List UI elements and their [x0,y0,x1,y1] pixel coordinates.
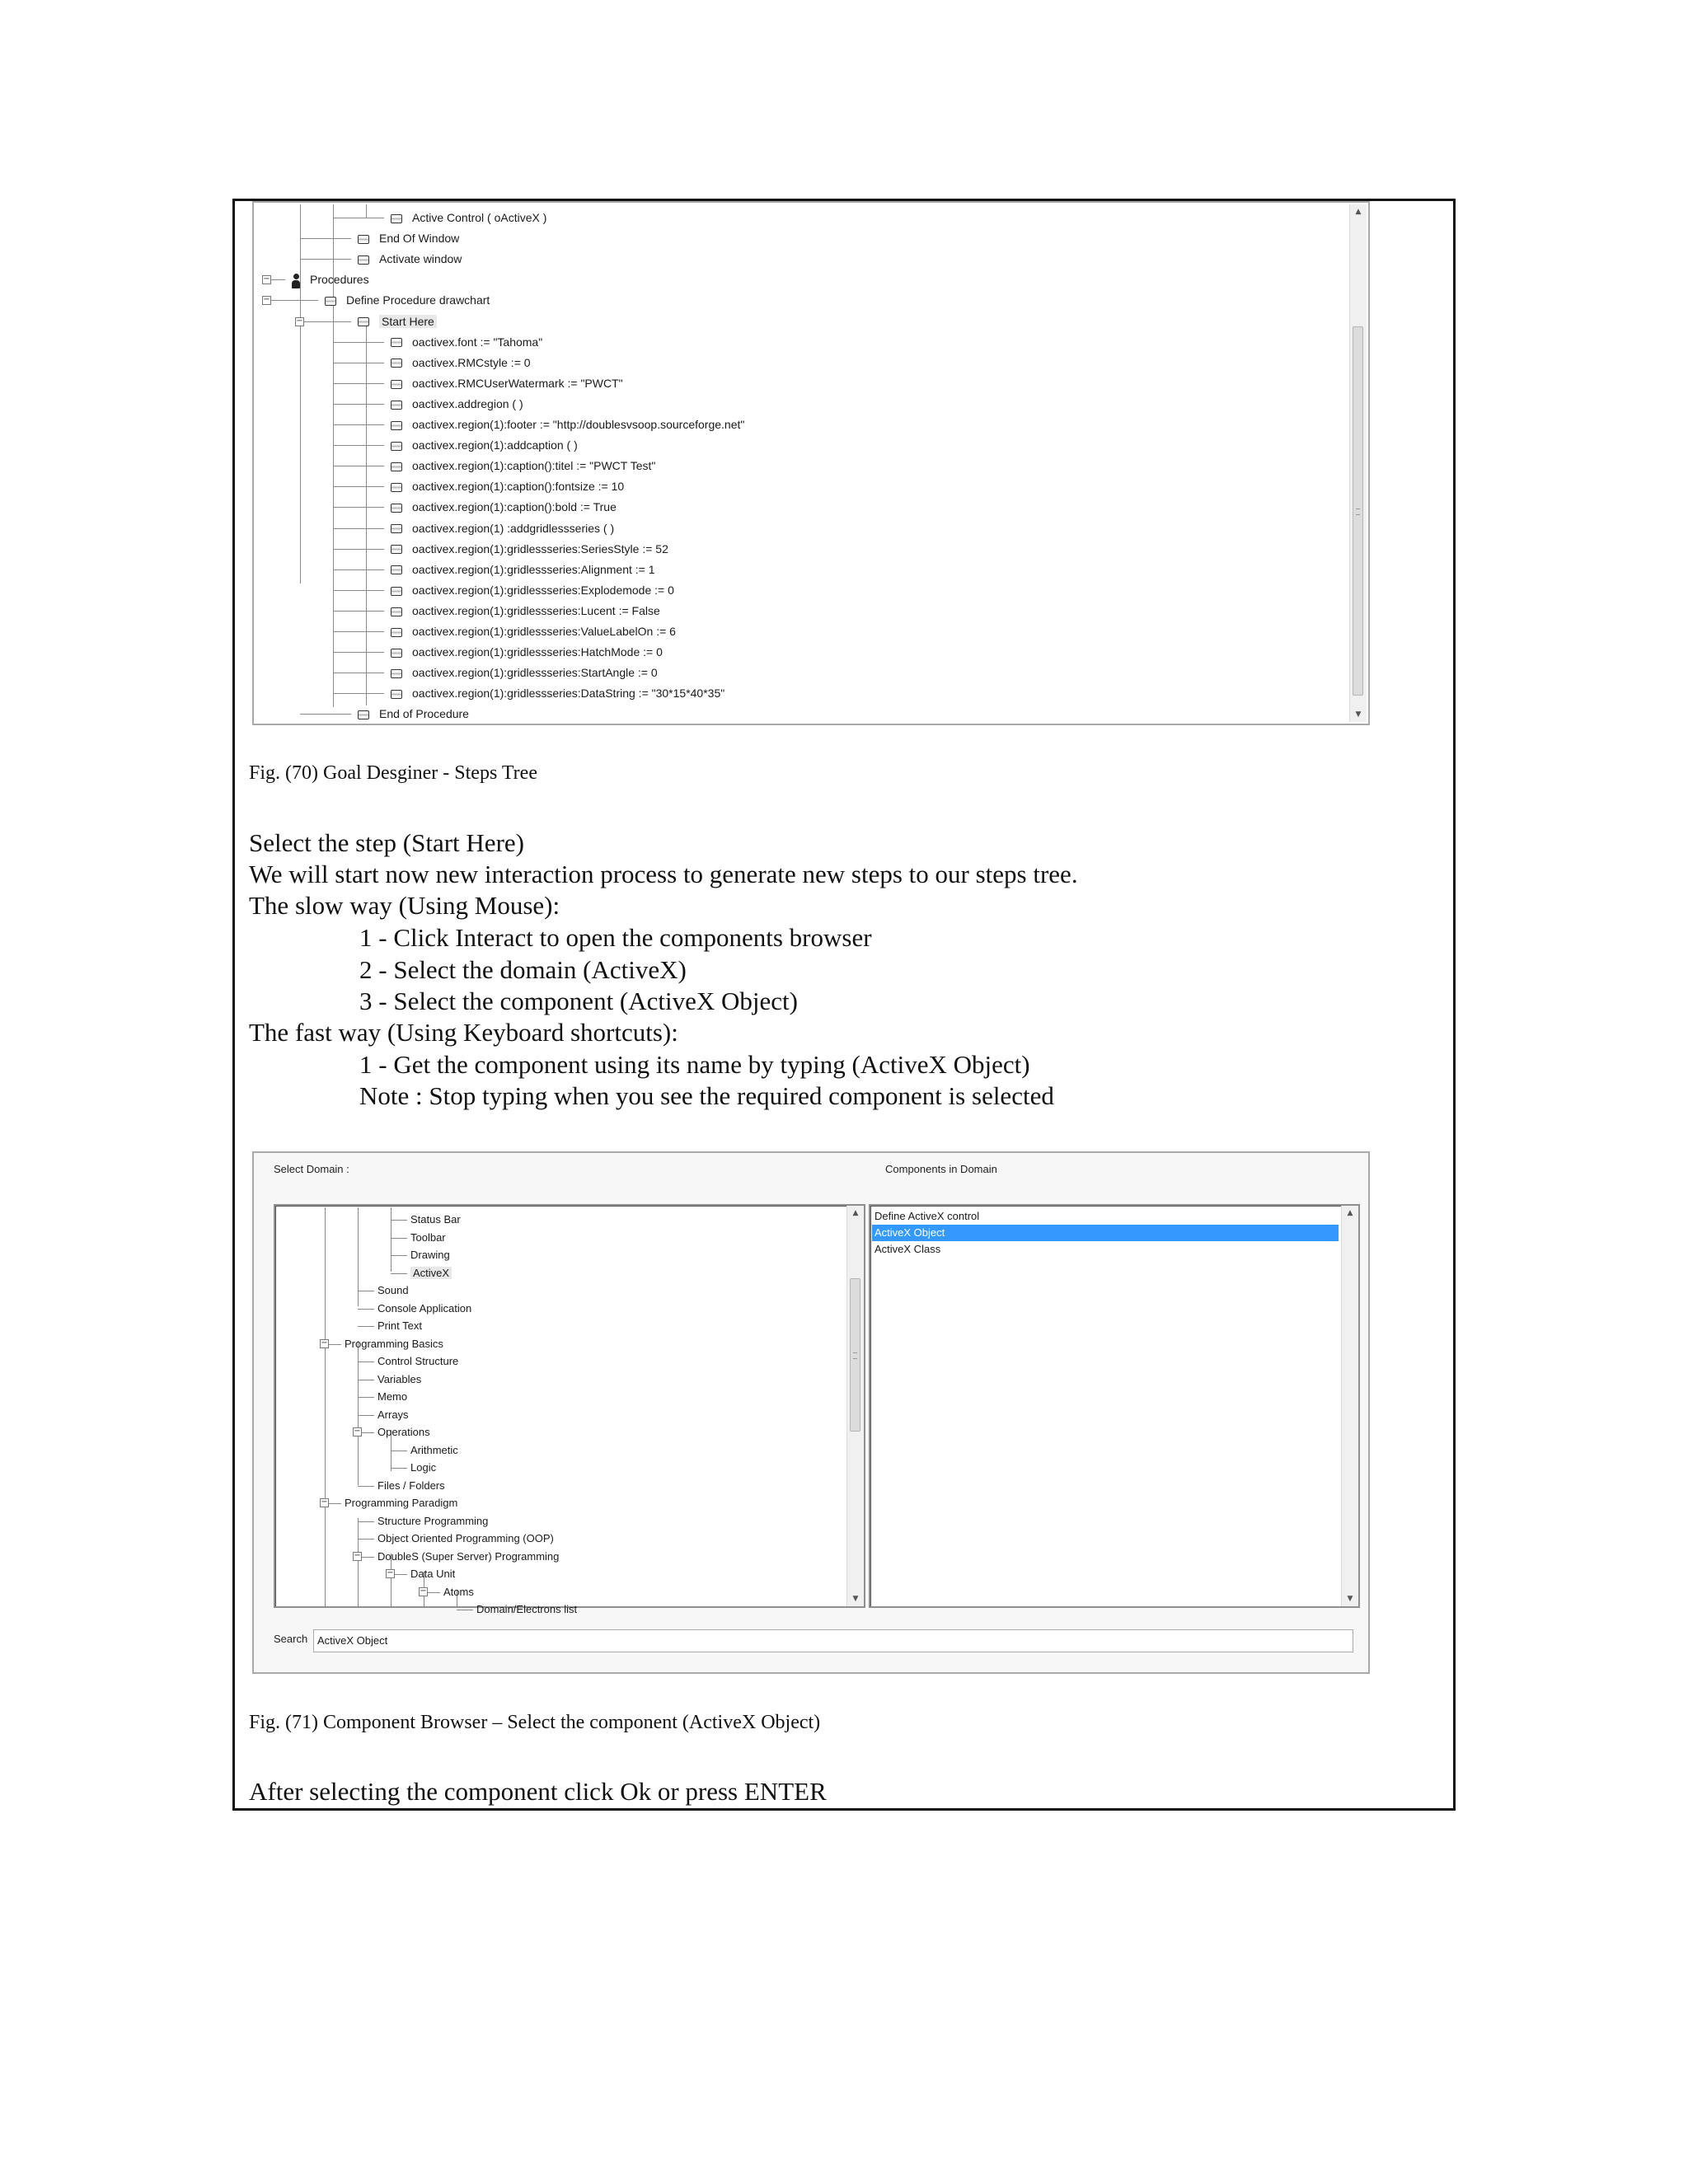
domain-tree-item[interactable] [345,1335,443,1353]
step-node-icon [391,545,402,554]
tree-node-label: oactivex.region(1):gridlessseries:Alignment := 1 [412,562,655,576]
domain-tree[interactable] [277,1207,844,1615]
step-node-icon [391,649,402,658]
scroll-down-arrow-icon[interactable]: ▼ [852,1595,859,1603]
tree-node[interactable] [292,269,369,290]
domain-tree-item-label: Programming Paradigm [345,1497,458,1509]
body-text-line: Select the step (Start Here) [249,828,524,857]
scroll-up-arrow-icon[interactable]: ▲ [852,1209,859,1217]
domain-tree-item-label: Sound [377,1284,409,1296]
step-node-icon [391,690,402,699]
domain-tree-item[interactable] [410,1229,446,1247]
domain-tree-item-label: Domain/Electrons list [476,1603,578,1615]
tree-node[interactable] [391,394,523,415]
collapse-toggle-icon[interactable]: − [420,1586,427,1596]
tree-line [358,1341,359,1485]
domain-tree-item[interactable] [377,1530,554,1548]
domain-tree-item-label: Arithmetic [410,1443,458,1456]
domain-tree-item[interactable] [377,1477,445,1495]
tree-node-label: oactivex.region(1):gridlessseries:ValueLabelOn := 6 [412,625,676,638]
domain-tree-item-label: Programming Basics [345,1337,443,1350]
domain-tree-item[interactable] [377,1282,409,1300]
tree-node[interactable] [391,353,531,373]
domain-tree-item[interactable] [377,1548,559,1566]
domain-tree-item-label: Toolbar [410,1230,446,1244]
tree-node-label: Procedures [310,273,369,287]
body-text-line: 1 - Get the component using its name by typing (ActiveX Object) [359,1050,1030,1079]
body-text-line: 3 - Select the component (ActiveX Object) [359,987,798,1015]
tree-node[interactable] [391,435,578,456]
domain-tree-item-label: DoubleS (Super Server) Programming [377,1549,560,1563]
tree-node[interactable] [358,312,437,332]
scrollbar-thumb[interactable] [850,1278,860,1432]
tree-line [333,549,384,550]
step-node-icon [391,483,402,492]
scroll-down-arrow-icon[interactable]: ▼ [1355,710,1362,719]
tree-node[interactable] [391,621,676,642]
tree-line [358,1309,374,1310]
tree-line [358,1486,374,1487]
tree-line [325,1207,326,1608]
body-text-line: 1 - Click Interact to open the components browser [359,923,872,952]
tree-line [267,300,318,301]
tree-node[interactable] [391,476,624,497]
tree-node[interactable] [391,580,674,601]
tree-node-label: Active Control ( oActiveX ) [412,211,547,224]
tree-node-label: oactivex.region(1):gridlessseries:SeriesStyle := 52 [412,541,668,555]
tree-line [333,424,384,425]
tree-node[interactable] [391,642,663,663]
domain-tree-item[interactable] [410,1264,452,1282]
step-node-icon [391,338,402,347]
step-node-icon [391,380,402,389]
tree-node[interactable] [325,290,490,311]
tree-line [358,1415,374,1416]
collapse-toggle-icon[interactable]: − [263,295,270,305]
collapse-toggle-icon[interactable]: − [321,1497,328,1507]
tree-line [358,1518,359,1608]
domain-tree-item-label: Operations [377,1426,430,1438]
step-node-icon [391,401,402,410]
collapse-toggle-icon[interactable]: − [296,316,303,326]
step-node-icon [391,607,402,616]
tree-line [333,569,384,570]
tree-line [366,204,367,218]
step-node-icon [391,504,402,513]
tree-line [333,528,384,529]
domain-tree-item-label: Control Structure [377,1355,459,1367]
collapse-toggle-icon[interactable]: − [321,1338,328,1347]
procedures-icon [292,274,300,288]
tree-node[interactable] [358,249,462,269]
tree-node-label: oactivex.region(1):gridlessseries:DataString := "30*15*40*35" [412,687,725,701]
domain-tree-item-label: Object Oriented Programming (OOP) [377,1532,554,1544]
tree-line [333,631,384,632]
body-text-line: 2 - Select the domain (ActiveX) [359,955,687,984]
tree-node[interactable] [391,497,617,518]
domain-tree-item[interactable] [345,1494,457,1512]
scrollbar-thumb[interactable] [1353,326,1363,696]
domain-tree-item[interactable] [443,1583,474,1601]
domain-tree-item[interactable] [377,1512,488,1530]
components-list-panel[interactable] [869,1204,1360,1608]
components-in-domain-label: Components in Domain [885,1163,997,1175]
tree-node-label: Define Procedure drawchart [346,293,490,307]
tree-node-label: oactivex.region(1):gridlessseries:StartAngle := 0 [412,666,658,680]
tree-node[interactable] [391,663,658,683]
domain-tree-item-label: Atoms [443,1585,474,1598]
tree-line [358,1361,374,1362]
tree-node[interactable] [391,539,668,560]
tree-node-label: End of Procedure [379,707,469,721]
collapse-toggle-icon[interactable]: − [354,1427,361,1436]
domain-tree-scrollbar[interactable] [846,1206,864,1606]
tree-node-label: oactivex.region(1):addcaption ( ) [412,438,578,452]
figure-71-caption: Fig. (71) Component Browser – Select the component (ActiveX Object) [249,1712,821,1733]
step-node-icon [391,628,402,637]
step-node-icon [358,255,369,265]
tree-node[interactable] [358,704,469,724]
tree-line [300,259,351,260]
tree-line [391,1255,407,1256]
tree-node-label: oactivex.font := "Tahoma" [412,335,543,349]
tree-line [391,1207,392,1272]
domain-tree-item[interactable] [476,1601,577,1619]
collapse-toggle-icon[interactable]: − [387,1568,394,1577]
step-node-icon [391,524,402,533]
step-node-icon [391,565,402,574]
component-browser-screenshot [252,1151,1370,1674]
domain-tree-item-label: Console Application [377,1301,472,1315]
domain-tree-item[interactable] [377,1371,421,1389]
domain-tree-item[interactable] [377,1352,458,1371]
tree-node[interactable] [358,228,459,249]
steps-tree-screenshot [252,201,1370,725]
components-list-scrollbar[interactable] [1341,1206,1358,1606]
domain-tree-item[interactable] [410,1211,461,1229]
domain-tree-item-label: Logic [410,1461,437,1474]
domain-tree-item-label: ActiveX [410,1267,452,1279]
tree-node-label: oactivex.addregion ( ) [412,396,523,410]
tree-line [333,611,384,612]
component-list-item[interactable]: ActiveX Class [874,1243,941,1255]
domain-tree-item[interactable] [377,1317,422,1335]
tree-node[interactable] [391,332,542,353]
tree-node-label: oactivex.region(1):gridlessseries:Explodemode := 0 [412,583,674,597]
body-text-line: We will start now new interaction process to generate new steps to our steps tree. [249,860,1078,888]
tree-node-label: oactivex.region(1):gridlessseries:Lucent := False [412,603,660,617]
tree-line [333,486,384,487]
scroll-up-arrow-icon[interactable]: ▲ [1347,1209,1353,1217]
tree-node[interactable] [391,373,623,394]
tree-line [358,1521,374,1522]
tree-node[interactable] [391,208,546,228]
tree-line [333,342,384,343]
search-input[interactable]: ActiveX Object [313,1629,1353,1652]
domain-tree-item[interactable] [377,1406,409,1424]
domain-tree-item-label: Data Unit [410,1568,456,1580]
footer-instruction: After selecting the component click Ok or press ENTER [249,1777,827,1806]
tree-line [358,1539,374,1540]
step-node-icon [391,442,402,451]
domain-tree-item[interactable] [410,1459,436,1477]
tree-line [333,445,384,446]
domain-tree-item-label: Files / Folders [377,1479,445,1492]
tree-node-label: Start Here [379,315,437,328]
tree-line [366,325,367,705]
steps-tree[interactable] [256,204,1348,722]
search-label: Search [274,1633,308,1645]
tree-node-label: End Of Window [379,232,460,246]
domain-tree-item[interactable] [410,1246,450,1264]
tree-node[interactable] [391,683,724,704]
step-node-icon [325,297,336,306]
component-list-item[interactable]: Define ActiveX control [874,1210,980,1222]
step-node-icon [391,669,402,678]
tree-node[interactable] [391,415,744,435]
tree-line [333,590,384,591]
step-node-icon [391,587,402,596]
step-node-icon [391,214,402,223]
tree-node-label: oactivex.region(1):caption():fontsize := 10 [412,480,625,494]
tree-node[interactable] [391,601,660,621]
domain-tree-item[interactable] [377,1423,430,1441]
tree-node-label: oactivex.region(1):caption():titel := "PWCT Test" [412,459,656,473]
step-node-icon [391,462,402,471]
domain-tree-item-label: Structure Programming [377,1514,489,1527]
tree-line [358,1326,374,1327]
steps-tree-scrollbar[interactable] [1349,204,1367,722]
tree-line [391,1273,407,1274]
step-node-icon [358,317,369,326]
domain-tree-item-label: Status Bar [410,1213,461,1226]
step-node-icon [358,710,369,719]
tree-line [391,1238,407,1239]
domain-tree-panel[interactable] [274,1204,865,1615]
tree-line [300,321,351,322]
tree-line [333,303,334,707]
tree-node[interactable] [391,518,614,539]
tree-line [391,1468,407,1469]
domain-tree-item[interactable] [377,1300,471,1318]
body-text-line: Note : Stop typing when you see the required component is selected [359,1081,1054,1110]
domain-tree-item-label: Drawing [410,1249,450,1261]
collapse-toggle-icon[interactable]: − [263,274,270,284]
domain-tree-item-label: Print Text [377,1319,422,1332]
select-domain-label: Select Domain : [274,1163,349,1175]
step-node-icon [358,235,369,244]
tree-node-label: oactivex.region(1):footer := "http://doublesvsoop.sourceforge.net" [412,418,745,431]
domain-tree-item[interactable] [377,1388,407,1406]
tree-line [300,238,351,239]
body-text-line: The slow way (Using Mouse): [249,891,560,920]
tree-node-label: oactivex.RMCstyle := 0 [412,355,531,369]
domain-tree-item-label: Memo [377,1390,408,1403]
tree-node[interactable] [391,560,655,580]
tree-node-label: oactivex.region(1) :addgridlessseries ( ) [412,521,615,535]
domain-tree-item-label: Variables [377,1372,422,1385]
tree-line [358,1397,374,1398]
scroll-up-arrow-icon[interactable]: ▲ [1355,208,1362,216]
tree-line [333,652,384,653]
collapse-toggle-icon[interactable]: − [354,1550,361,1560]
domain-tree-item[interactable] [410,1565,455,1583]
tree-node-label: oactivex.region(1):gridlessseries:HatchMode := 0 [412,645,663,659]
domain-tree-item-label: Arrays [377,1408,409,1421]
tree-node-label: oactivex.region(1):caption():bold := True [412,500,617,514]
tree-line [391,1220,407,1221]
tree-line [358,1207,359,1306]
tree-node-label: oactivex.RMCUserWatermark := "PWCT" [412,376,623,390]
tree-line [333,404,384,405]
step-node-icon [391,421,402,430]
tree-line [333,507,384,508]
figure-70-caption: Fig. (70) Goal Desginer - Steps Tree [249,762,537,784]
tree-line [333,693,384,694]
step-node-icon [391,359,402,368]
tree-line [300,204,301,583]
component-list-item[interactable]: ActiveX Object [872,1225,1339,1241]
body-text-line: The fast way (Using Keyboard shortcuts): [249,1018,678,1047]
tree-node[interactable] [391,456,655,476]
domain-tree-item[interactable] [410,1441,458,1460]
tree-line [333,383,384,384]
scroll-down-arrow-icon[interactable]: ▼ [1347,1595,1353,1603]
tree-line [300,714,351,715]
tree-node-label: Activate window [379,252,462,266]
